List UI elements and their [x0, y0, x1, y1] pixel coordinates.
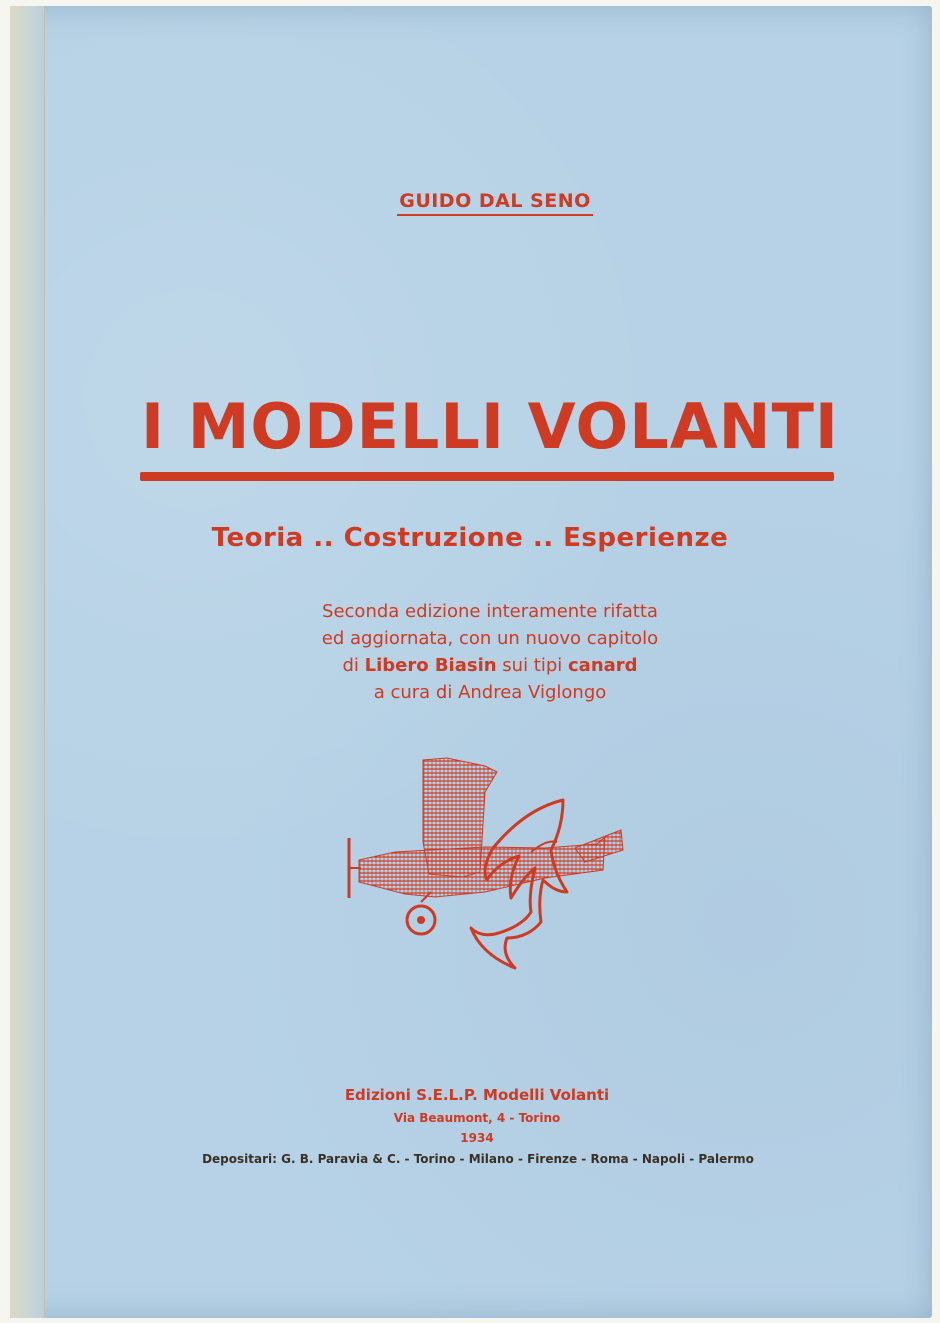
edition-line-3 [250, 652, 730, 679]
author-text: GUIDO DAL SENO [397, 190, 593, 216]
airplane-and-bird-emblem-icon [335, 752, 635, 982]
edition-line-3-mid: sui tipi [496, 655, 569, 676]
title-underline-rule [140, 472, 834, 481]
distributors-line: Depositari: G. B. Paravia & C. - Torino - Milano - Firenze - Roma - Napoli - Palermo [202, 1152, 754, 1166]
book-title: I MODELLI VOLANTI [141, 390, 839, 463]
edition-line-2: ed aggiornata, con un nuovo capitolo [321, 628, 659, 649]
publisher-address: Via Beaumont, 4 - Torino [393, 1111, 561, 1125]
edition-line-1: Seconda edizione interamente rifatta [322, 601, 658, 622]
canard-term: canard [568, 655, 638, 676]
contributor-name: Libero Biasin [364, 655, 497, 676]
publisher-name: Edizioni S.E.L.P. Modelli Volanti [344, 1086, 610, 1104]
edition-line-4: a cura di Andrea Viglongo [373, 682, 607, 703]
edition-line-3-pre: di [342, 655, 365, 676]
publisher-block [0, 1086, 940, 1145]
publication-year: 1934 [460, 1131, 494, 1145]
author-name [0, 190, 940, 216]
edition-note [250, 598, 730, 706]
book-subtitle: Teoria .. Costruzione .. Esperienze [211, 523, 729, 553]
